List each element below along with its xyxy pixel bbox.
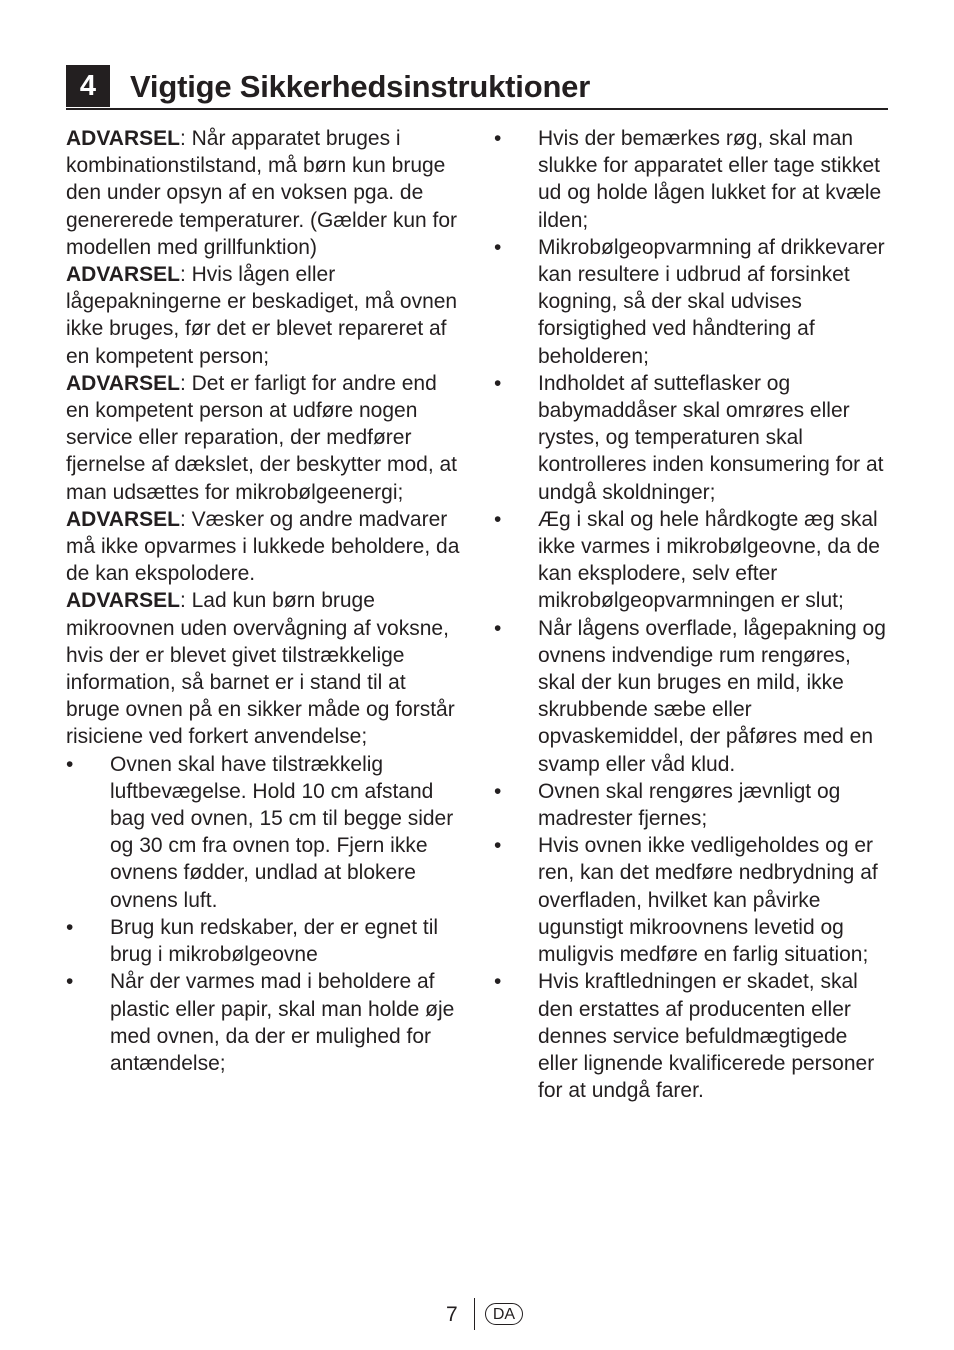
list-item [66, 968, 462, 1077]
bullet-icon: • [494, 371, 502, 395]
warning-paragraph [66, 125, 462, 261]
bullet-icon: • [66, 970, 74, 994]
warning-text: : Det er farligt for andre end en kompetent person at udføre nogen service eller reparation, der medfører fjernelse af dækslet, der beskytter mod, at man udsættes for mikrobølgeenergi; [66, 371, 458, 504]
list-item [494, 234, 892, 370]
list-item [66, 914, 462, 968]
list-item [66, 751, 462, 914]
list-item [494, 615, 892, 778]
warning-label: ADVARSEL [66, 263, 180, 287]
right-bullet-list [494, 125, 892, 1104]
warning-label: ADVARSEL [66, 127, 180, 150]
bullet-icon: • [494, 127, 502, 150]
list-item-text: Brug kun redskaber, der er egnet til brug i mikrobølgeovne [110, 915, 439, 967]
bullet-icon: • [494, 235, 502, 259]
warning-label: ADVARSEL [66, 371, 180, 395]
left-column [66, 125, 462, 1077]
list-item-text: Mikrobølgeopvarmning af drikkevarer kan resultere i udbrud af forsinket kogning, så der skal udvises forsigtighed ved håndtering af beholderen; [538, 235, 885, 368]
warning-paragraph [66, 261, 462, 370]
bullet-icon: • [66, 915, 74, 939]
warning-text: : Hvis lågen eller lågepakningerne er beskadiget, må ovnen ikke bruges, før det er blevet repareret af en kompetent person; [66, 263, 458, 368]
list-item-text: Æg i skal og hele hårdkogte æg skal ikke varmes i mikrobølgeovne, da de kan eksplodere, selv efter mikrobølgeopvarmningen er slut; [538, 507, 880, 613]
section-header [66, 64, 888, 110]
list-item [494, 506, 892, 615]
list-item [494, 968, 892, 1104]
warning-label: ADVARSEL [66, 589, 180, 613]
warning-text: : Væsker og andre madvarer må ikke opvarmes i lukkede beholdere, da de kan ekspolodere. [66, 507, 460, 586]
list-item [494, 125, 892, 234]
section-number: 4 [66, 65, 110, 107]
page-number: 7 [446, 1303, 458, 1326]
footer-divider [474, 1298, 475, 1330]
bullet-icon: • [494, 616, 502, 640]
warning-text: : Når apparatet bruges i kombinationstilstand, må børn kun bruge den under opsyn af en voksen pga. de genererede temperaturer. (Gælder kun for modellen med grillfunktion) [66, 127, 458, 259]
list-item-text: Når der varmes mad i beholdere af plastic eller papir, skal man holde øje med ovnen, da der er mulighed for antændelse; [110, 970, 455, 1075]
left-bullet-list [66, 751, 462, 1077]
section-title: Vigtige Sikkerhedsinstruktioner [130, 69, 591, 104]
list-item-text: Hvis kraftledningen er skadet, skal den erstattes af producenten eller dennes service befuldmægtigede eller lignende kvalificerede personer for at undgå farer. [538, 970, 875, 1103]
bullet-icon: • [494, 834, 502, 858]
list-item [494, 778, 892, 832]
list-item-text: Ovnen skal have tilstrækkelig luftbevægelse. Hold 10 cm afstand bag ved ovnen, 15 cm til begge sider og 30 cm fra ovnen top. Fjern ikke ovnens fødder, undlad at blokere ovnens luft. [110, 752, 454, 912]
right-column [494, 125, 892, 1104]
warning-paragraph [66, 506, 462, 588]
bullet-icon: • [66, 752, 74, 776]
bullet-icon: • [494, 970, 502, 994]
bullet-icon: • [494, 779, 502, 803]
list-item-text: Indholdet af sutteflasker og babymaddåser skal omrøres eller rystes, og temperaturen skal kontrolleres inden konsumering for at undgå skoldninger; [538, 371, 884, 504]
page-footer [0, 1298, 954, 1332]
list-item-text: Hvis der bemærkes røg, skal man slukke for apparatet eller tage stikket ud og holde lågen lukket for at kvæle ilden; [538, 127, 882, 232]
warning-paragraph [66, 587, 462, 750]
language-badge: DA [485, 1303, 523, 1325]
warning-text: : Lad kun børn bruge mikroovnen uden overvågning af voksne, hvis der er blevet givet tilstrækkelige information, så barnet er i stand til at bruge ovnen på en sikker måde og forstår risiciene ved forkert anvendelse; [66, 589, 455, 749]
list-item-text: Når lågens overflade, lågepakning og ovnens indvendige rum rengøres, skal der kun bruges en mild, ikke skrubbende sæbe eller opvaskemiddel, der påføres med en svamp eller våd klud. [538, 616, 886, 776]
list-item-text: Hvis ovnen ikke vedligeholdes og er ren, kan det medføre nedbrydning af overfladen, hvilket kan påvirke ugunstigt mikroovnens levetid og muligvis medføre en farlig situation; [538, 834, 878, 967]
list-item [494, 370, 892, 506]
warning-label: ADVARSEL [66, 507, 180, 531]
list-item-text: Ovnen skal rengøres jævnligt og madrester fjernes; [538, 779, 841, 831]
bullet-icon: • [494, 507, 502, 531]
warning-paragraph [66, 370, 462, 506]
list-item [494, 832, 892, 968]
